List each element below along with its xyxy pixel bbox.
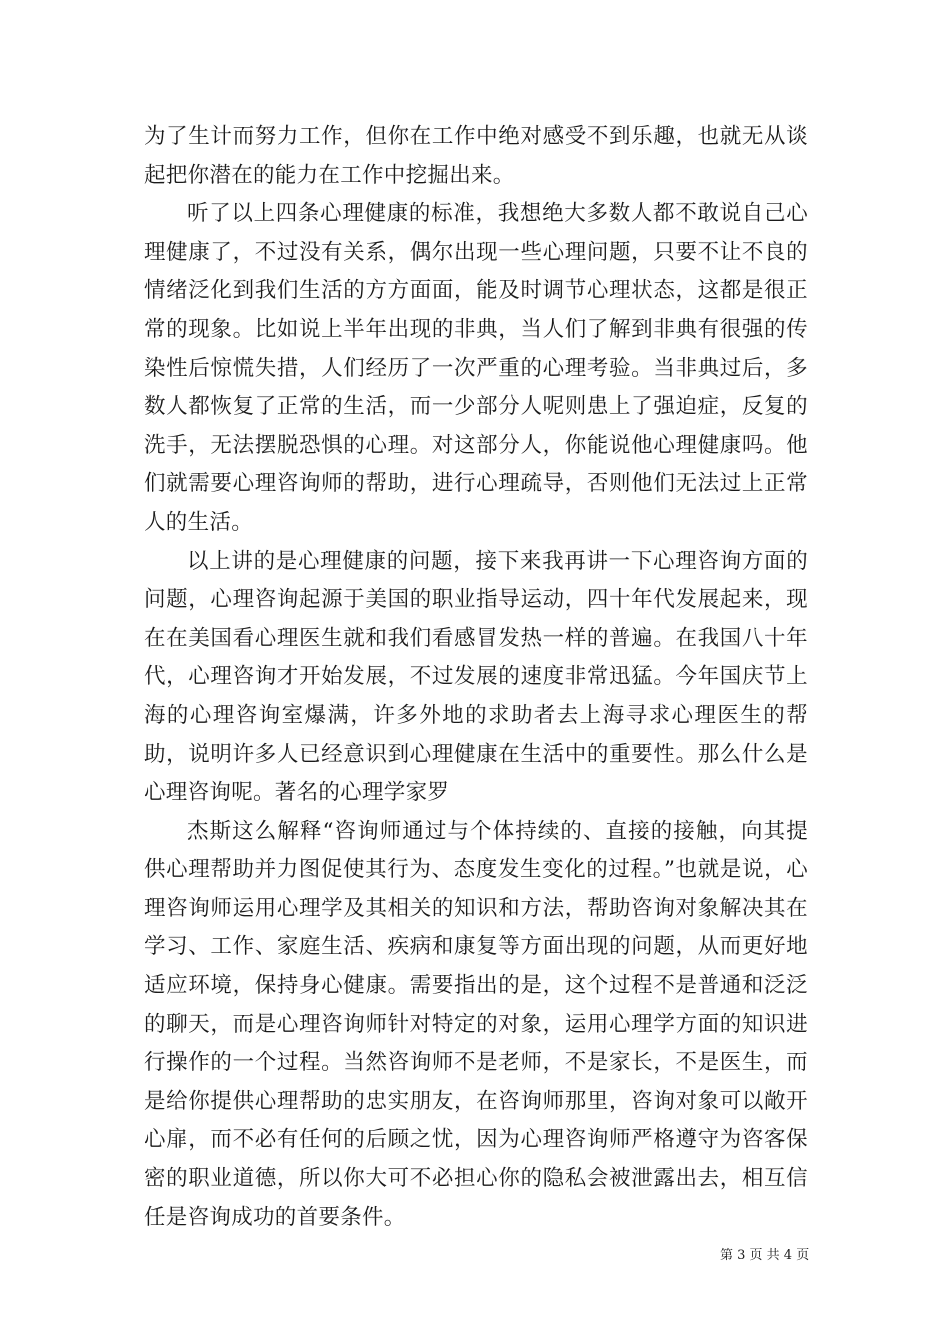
paragraph-4: 杰斯这么解释“咨询师通过与个体持续的、直接的接触，向其提供心理帮助并力图促使其行为、态度发生变化的过程。”也就是说，心理咨询师运用心理学及其相关的知识和方法，帮助咨询对象解决其在学习、工作、家庭生活、疾病和康复等方面出现的问题，从而更好地适应环境，保持身心健康。需要指出的是，这个过程不是普通和泛泛的聊天，而是心理咨询师针对特定的对象，运用心理学方面的知识进行操作的一个过程。当然咨询师不是老师，不是家长，不是医生，而是给你提供心理帮助的忠实朋友，在咨询师那里，咨询对象可以敞开心扉，而不必有任何的后顾之忧，因为心理咨询师严格遵守为咨客保密的职业道德，所以你大可不必担心你的隐私会被泄露出去，相互信任是咨询成功的首要条件。 [144,818,808,1230]
paragraph-1: 为了生计而努力工作，但你在工作中绝对感受不到乐趣，也就无从谈起把你潜在的能力在工作中挖掘出来。 [144,124,808,188]
document-body [144,118,808,1237]
paragraph-3: 以上讲的是心理健康的问题，接下来我再讲一下心理咨询方面的问题，心理咨询起源于美国的职业指导运动，四十年代发展起来，现在在美国看心理医生就和我们看感冒发热一样的普遍。在我国八十年代，心理咨询才开始发展，不过发展的速度非常迅猛。今年国庆节上海的心理咨询室爆满，许多外地的求助者去上海寻求心理医生的帮助，说明许多人已经意识到心理健康在生活中的重要性。那么什么是心理咨询呢。著名的心理学家罗 [144,548,808,806]
page-number-footer: 第 3 页 共 4 页 [720,1248,810,1263]
paragraph-2: 听了以上四条心理健康的标准，我想绝大多数人都不敢说自己心理健康了，不过没有关系，偶尔出现一些心理问题，只要不让不良的情绪泛化到我们生活的方方面面，能及时调节心理状态，这都是很正常的现象。比如说上半年出现的非典，当人们了解到非典有很强的传染性后惊慌失措，人们经历了一次严重的心理考验。当非典过后，多数人都恢复了正常的生活，而一少部分人呢则患上了强迫症，反复的洗手，无法摆脱恐惧的心理。对这部分人，你能说他心理健康吗。他们就需要心理咨询师的帮助，进行心理疏导，否则他们无法过上正常人的生活。 [144,201,808,535]
